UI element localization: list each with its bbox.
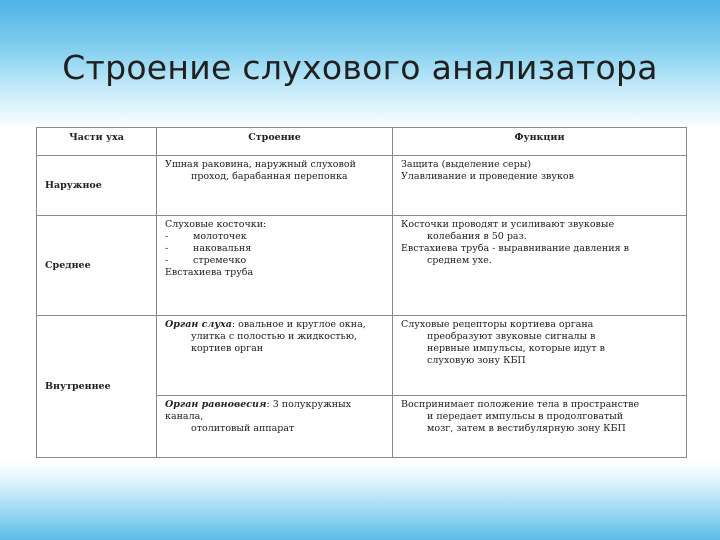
structure-inner-balance (157, 396, 393, 458)
structure-middle-tail: Евстахиева труба (165, 267, 254, 278)
function-middle (393, 216, 687, 316)
structure-middle (157, 216, 393, 316)
hearing-organ-text1: : овальное и круглое окна, (231, 319, 366, 330)
ossicle-item-3: - стремечко (165, 255, 247, 266)
balance-organ-label: Орган равновесия (165, 399, 267, 410)
function-outer-line2: Улавливание и проведение звуков (401, 171, 574, 182)
function-outer-line1: Защита (выделение серы) (401, 159, 532, 170)
table-row-inner-hearing (37, 316, 687, 396)
ossicle-item-2: - наковальня (165, 243, 252, 254)
table-row-outer (37, 156, 687, 216)
function-middle-line3: Евстахиева труба - выравнивание давления в (401, 243, 629, 254)
header-structure: Строение (157, 128, 393, 156)
balance-function-line1: Воспринимает положение тела в пространстве (401, 399, 640, 410)
header-functions: Функции (393, 128, 687, 156)
structure-middle-head: Слуховые косточки: (165, 219, 267, 230)
slide-title: Строение слухового анализатора (62, 48, 658, 87)
function-middle-line1: Косточки проводят и усиливают звуковые (401, 219, 615, 230)
part-middle: Среднее (37, 216, 157, 316)
ear-structure-table (36, 127, 687, 458)
balance-function-line2: и передает импульсы в продолговатый (427, 411, 624, 422)
table-header-row (37, 128, 687, 156)
hearing-organ-text3: кортиев орган (191, 343, 264, 354)
hearing-function-line3: нервные импульсы, которые идут в (427, 343, 605, 354)
ossicle-item-1: - молоточек (165, 231, 247, 242)
header-ear-parts: Части уха (37, 128, 157, 156)
structure-outer (157, 156, 393, 216)
structure-outer-line2: проход, барабанная перепонка (191, 171, 348, 182)
hearing-function-line4: слуховую зону КБП (427, 355, 526, 366)
balance-organ-text1: : 3 полукружных канала, (165, 399, 352, 422)
part-inner: Внутреннее (37, 316, 157, 458)
function-inner-hearing (393, 316, 687, 396)
function-outer (393, 156, 687, 216)
footer-gradient (0, 460, 720, 540)
function-middle-line2: колебания в 50 раз. (427, 231, 527, 242)
structure-inner-hearing (157, 316, 393, 396)
balance-organ-text2: отолитовый аппарат (191, 423, 295, 434)
hearing-function-line1: Слуховые рецепторы кортиева органа (401, 319, 594, 330)
function-middle-line4: среднем ухе. (427, 255, 492, 266)
table-row-middle (37, 216, 687, 316)
part-outer: Наружное (37, 156, 157, 216)
hearing-function-line2: преобразуют звуковые сигналы в (427, 331, 596, 342)
structure-outer-line1: Ушная раковина, наружный слуховой (165, 159, 356, 170)
hearing-organ-label: Орган слуха (165, 319, 232, 330)
balance-function-line3: мозг, затем в вестибулярную зону КБП (427, 423, 626, 434)
function-inner-balance (393, 396, 687, 458)
hearing-organ-text2: улитка с полостью и жидкостью, (191, 331, 357, 342)
